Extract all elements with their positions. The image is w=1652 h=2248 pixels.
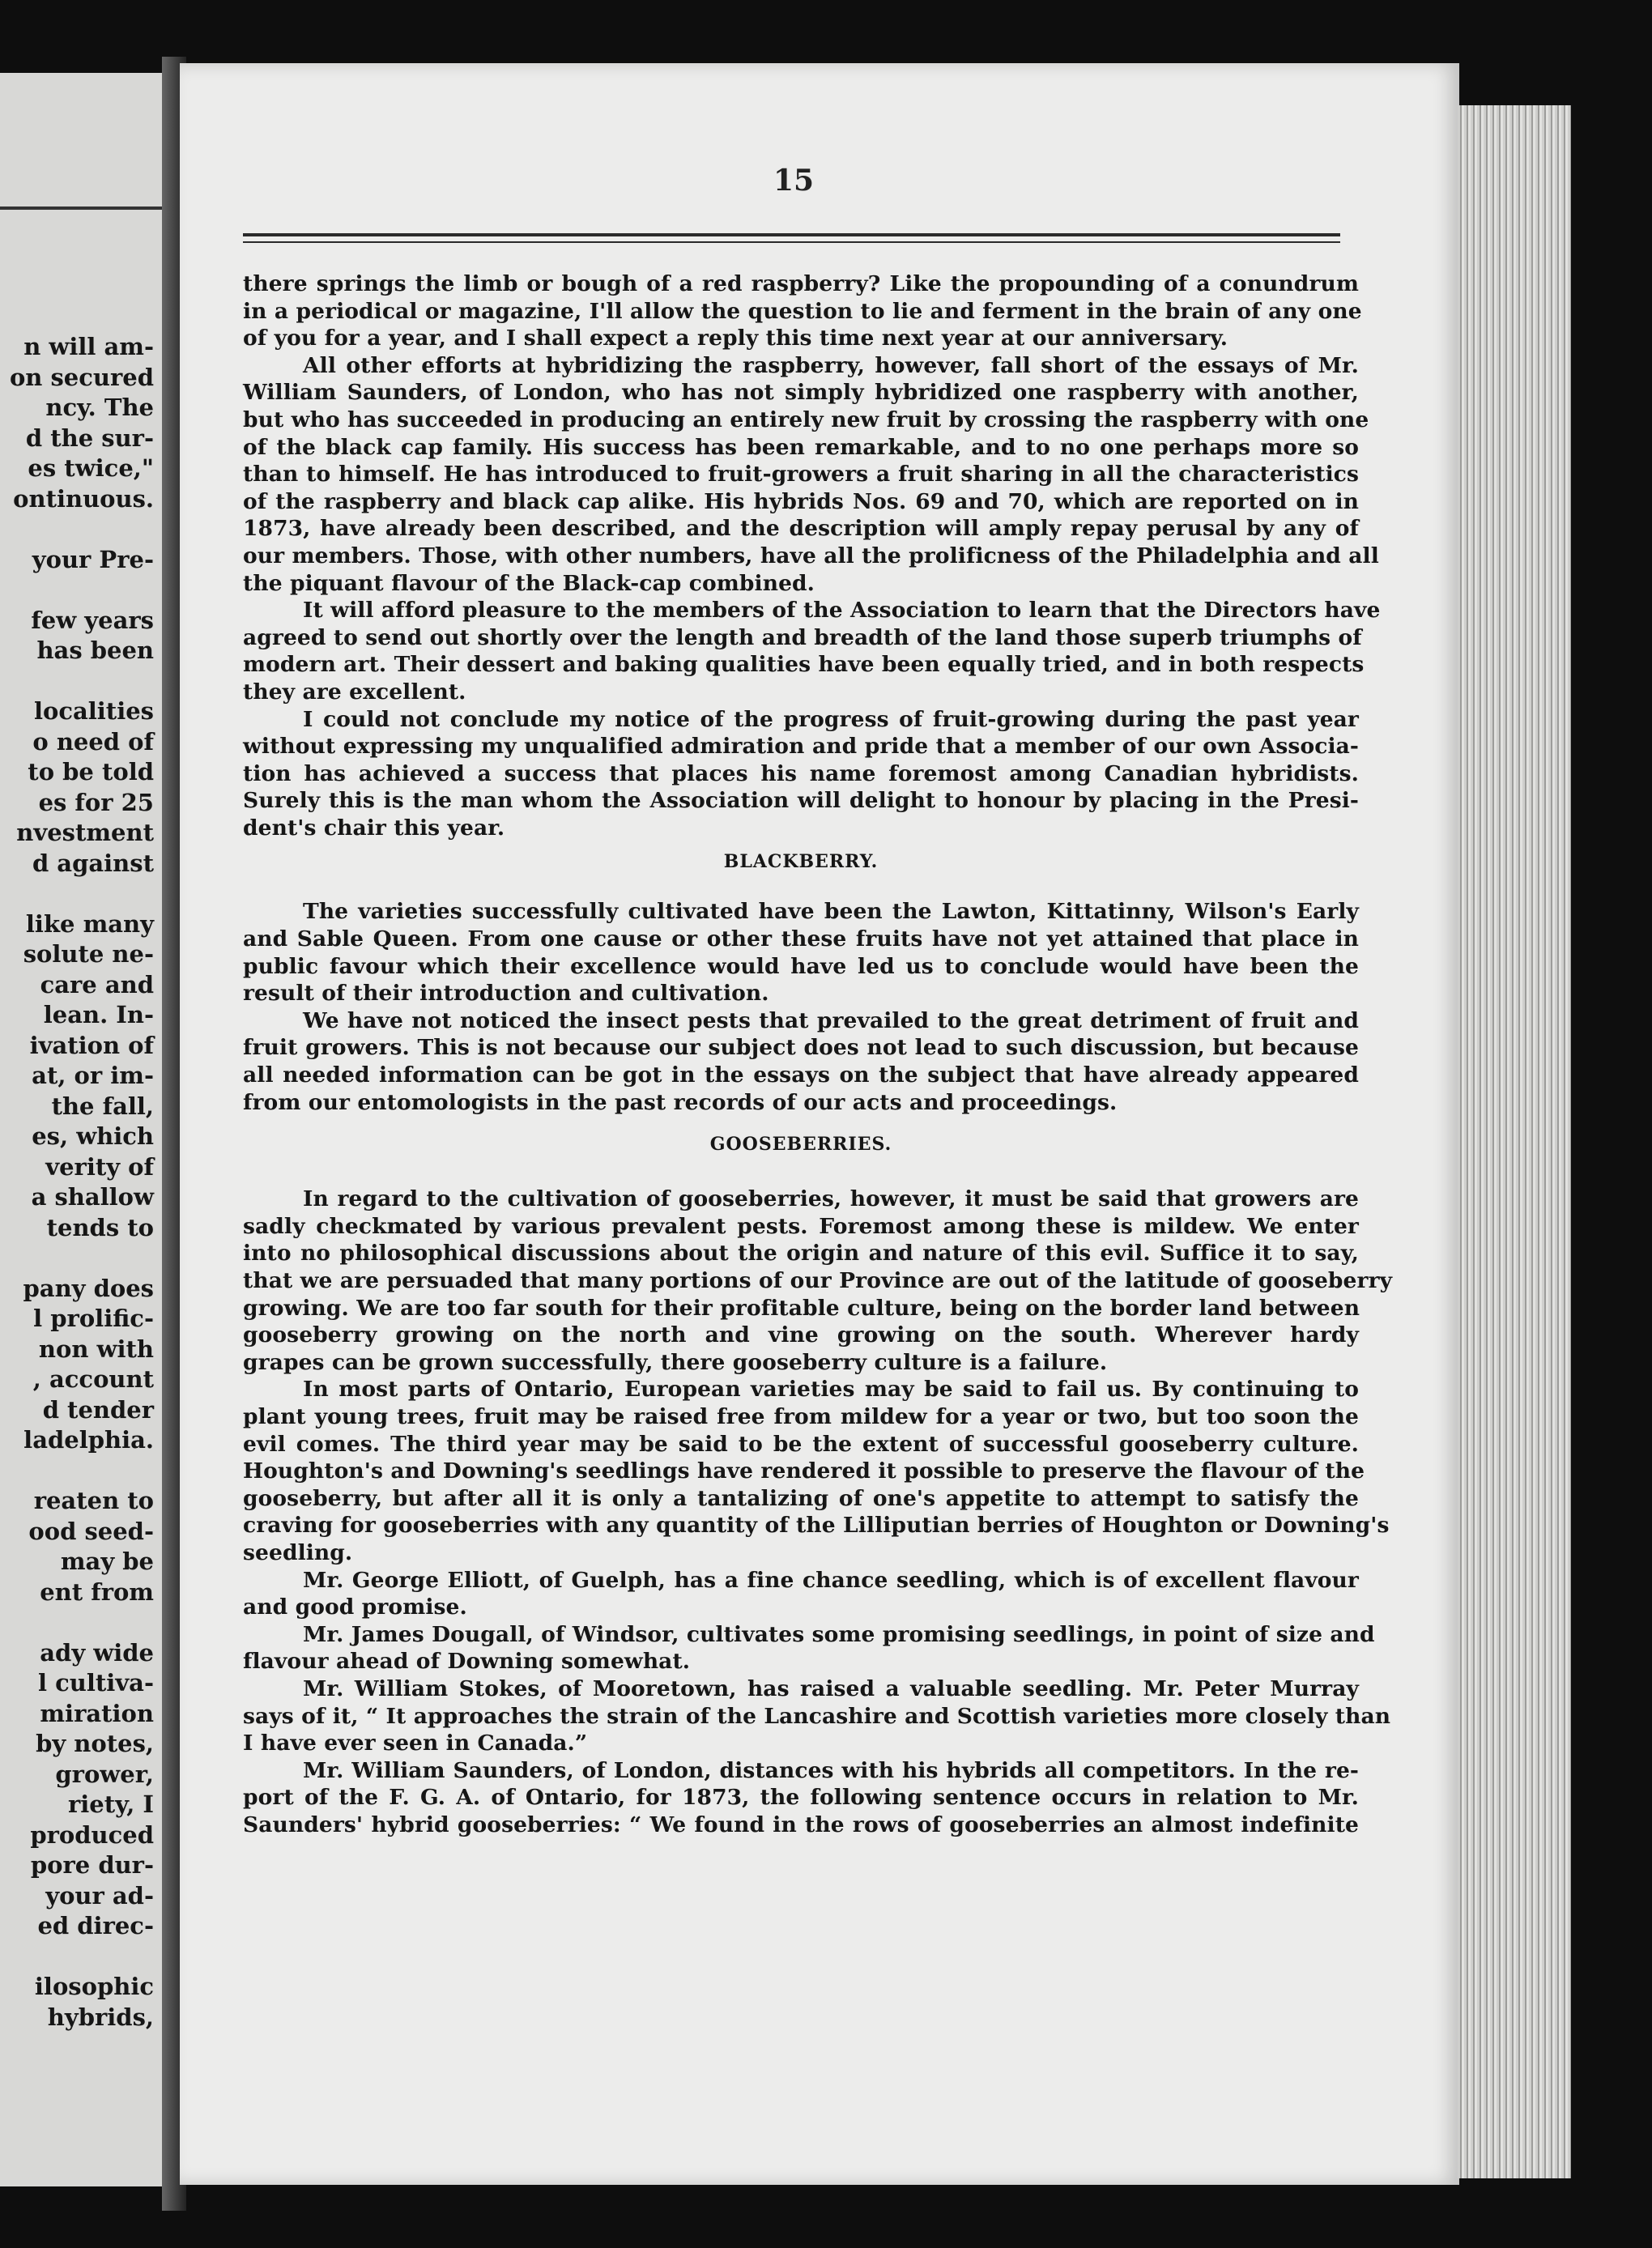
text-line: Houghton's and Downing's seedlings have rendered it possible to preserve the flavour of the (243, 1458, 1365, 1484)
text-line: growing. We are too far south for their profitable culture, being on the border land between (243, 1295, 1360, 1321)
left-facing-page (0, 73, 162, 2186)
paragraph (243, 1007, 1359, 1116)
text-line: In regard to the cultivation of gooseberries, however, it must be said that growers are (303, 1186, 1359, 1212)
text-line: plant young trees, fruit may be raised free from mildew for a year or two, but too soon the (243, 1403, 1359, 1429)
text-line: from our entomologists in the past records of our acts and proceedings. (243, 1089, 1118, 1115)
left-page-line: ivation of (29, 1031, 154, 1059)
left-page-line: tends to (46, 1213, 154, 1241)
text-line: and Sable Queen. From one cause or other these fruits have not yet attained that place in (243, 926, 1359, 952)
text-line: they are excellent. (243, 679, 466, 705)
left-page-line: few years (31, 606, 154, 634)
paragraph (243, 1757, 1359, 1839)
left-page-line: ilosophic (34, 1973, 154, 2000)
left-page-line: riety, I (68, 1790, 154, 1818)
left-page-line: d tender (42, 1395, 154, 1424)
page-edges (1458, 105, 1571, 2178)
edge-shadow (1571, 113, 1652, 2170)
paragraph (243, 1376, 1390, 1566)
text-line: public favour which their excellence would have led us to conclude would have been the (243, 953, 1359, 979)
left-page-text-fragments (0, 332, 154, 2033)
left-page-line: verity of (45, 1152, 154, 1181)
text-line: without expressing my unqualified admiration and pride that a member of our own Associa- (243, 734, 1359, 760)
left-page-line: grower, (55, 1760, 154, 1788)
left-page-line (0, 666, 154, 697)
paragraph (243, 597, 1381, 705)
text-line: there springs the limb or bough of a red raspberry? Like the propounding of a conundrum (243, 271, 1359, 296)
left-page-line: , account (32, 1365, 154, 1393)
section-heading-gooseberries: GOOSEBERRIES. (709, 1134, 892, 1156)
left-page-line: l prolific- (33, 1305, 154, 1332)
left-page-line: to be told (28, 758, 154, 786)
text-line: all needed information can be got in the essays on the subject that have already appeared (243, 1062, 1359, 1088)
left-page-line: lean. In- (43, 1001, 154, 1028)
left-page-line: reaten to (33, 1487, 154, 1514)
left-page-line: non with (38, 1335, 154, 1363)
left-page-line: ent from (40, 1577, 154, 1606)
text-line: port of the F. G. A. of Ontario, for 1873, the following sentence occurs in relation to Mr. (243, 1785, 1359, 1811)
left-page-line: ladelphia. (23, 1426, 154, 1454)
paragraph (243, 1621, 1375, 1675)
left-page-line: localities (33, 697, 154, 725)
left-page-line: o need of (32, 727, 154, 756)
left-page-line (0, 514, 154, 545)
text-line: of the raspberry and black cap alike. His hybrids Nos. 69 and 70, which are reported on in (243, 488, 1359, 514)
left-page-line: n will am- (23, 333, 154, 360)
left-page-line: es for 25 (38, 788, 154, 816)
text-line: William Saunders, of London, who has not simply hybridized one raspberry with another, (243, 380, 1359, 406)
text-line: All other efforts at hybridizing the raspberry, however, fall short of the essays of Mr. (303, 352, 1359, 378)
text-line: of you for a year, and I shall expect a reply this time next year at our anniversary. (243, 326, 1228, 351)
left-page-line: your ad- (45, 1881, 154, 1910)
left-page-line: produced (30, 1820, 154, 1849)
text-line: I have ever seen in Canada.” (243, 1731, 588, 1756)
text-line: gooseberry, but after all it is only a tantalizing of one's appetite to attempt to satisfy the (243, 1485, 1359, 1511)
paragraph (243, 270, 1362, 352)
left-page-line: your Pre- (32, 545, 154, 573)
text-line: says of it, “ It approaches the strain of the Lancashire and Scottish varieties more closely than (243, 1703, 1391, 1729)
left-page-line: d the sur- (25, 424, 154, 452)
left-page-line: has been (36, 637, 154, 664)
left-page-line: es, which (32, 1122, 154, 1150)
left-page-line (0, 1942, 154, 1973)
text-line: evil comes. The third year may be said to be the extent of successful gooseberry culture. (243, 1431, 1359, 1457)
text-line: seedling. (243, 1539, 353, 1565)
left-page-line: on secured (9, 363, 154, 391)
text-line: fruit growers. This is not because our subject does not lead to such discussion, but because (243, 1035, 1359, 1061)
text-line: that we are persuaded that many portions of our Province are out of the latitude of gooseberry (243, 1268, 1393, 1293)
text-line: It will afford pleasure to the members of the Association to learn that the Directors have (303, 598, 1381, 624)
text-line: Mr. James Dougall, of Windsor, cultivates some promising seedlings, in point of size and (303, 1621, 1375, 1647)
paragraph (243, 1567, 1359, 1621)
text-line: than to himself. He has introduced to fruit-growers a fruit sharing in all the characteristics (243, 462, 1359, 487)
text-line: flavour ahead of Downing somewhat. (243, 1649, 691, 1675)
left-page-line: nvestment (16, 819, 154, 846)
text-line: We have not noticed the insect pests that prevailed to the great detriment of fruit and (303, 1007, 1359, 1033)
left-page-line: solute ne- (23, 940, 154, 968)
left-page-line: d against (32, 849, 154, 877)
left-page-line: care and (40, 970, 154, 998)
text-line: grapes can be grown successfully, there gooseberry culture is a failure. (243, 1349, 1108, 1375)
text-line: into no philosophical discussions about the origin and nature of this evil. Suffice it to say, (243, 1241, 1359, 1267)
body-text (243, 270, 1393, 1838)
text-line: sadly checkmated by various prevalent pests. Foremost among these is mildew. We enter (243, 1213, 1359, 1239)
left-page-line: like many (25, 909, 154, 938)
left-page-line: ady wide (40, 1638, 154, 1667)
text-line: 1873, have already been described, and the description will amply repay perusal by any of (243, 516, 1359, 542)
text-line: Saunders' hybrid gooseberries: “ We found in the rows of gooseberries an almost indefinite (243, 1812, 1359, 1837)
left-page-line (0, 879, 154, 909)
left-page-line: a shallow (31, 1183, 154, 1211)
text-line: gooseberry growing on the north and vine growing on the south. Wherever hardy (243, 1322, 1359, 1348)
text-line: Mr. William Saunders, of London, distances with his hybrids all competitors. In the re- (303, 1757, 1359, 1783)
left-page-line: may be (60, 1548, 154, 1575)
paragraph (243, 1675, 1391, 1757)
text-line: Mr. George Elliott, of Guelph, has a fine chance seedling, which is of excellent flavour (303, 1567, 1359, 1593)
text-line: dent's chair this year. (243, 815, 505, 841)
text-line: but who has succeeded in producing an entirely new fruit by crossing the raspberry with one (243, 407, 1369, 432)
text-line: agreed to send out shortly over the length and breadth of the land those superb triumphs of (243, 624, 1362, 650)
left-page-line: ontinuous. (13, 484, 154, 513)
text-line: in a periodical or magazine, I'll allow the question to lie and ferment in the brain of any one (243, 298, 1362, 324)
left-page-line (0, 1243, 154, 1274)
text-line: craving for gooseberries with any quantity of the Lilliputian berries of Houghton or Downing's (243, 1513, 1390, 1539)
section-heading-blackberry: BLACKBERRY. (723, 851, 879, 873)
left-page-line: ncy. The (45, 394, 154, 421)
left-page-line (0, 575, 154, 606)
left-page-line: miration (40, 1699, 154, 1727)
paragraph (243, 1186, 1393, 1376)
text-line: tion has achieved a success that places his name foremost among Canadian hybridists. (243, 760, 1359, 786)
text-line: the piquant flavour of the Black-cap combined. (243, 570, 815, 596)
left-page-line (0, 1607, 154, 1638)
left-page-line: at, or im- (32, 1062, 154, 1089)
text-line: Surely this is the man whom the Association will delight to honour by placing in the Presi- (243, 788, 1359, 814)
text-line: modern art. Their dessert and baking qualities have been equally tried, and in both respects (243, 652, 1365, 678)
paragraph (243, 352, 1379, 597)
left-page-line: pany does (23, 1274, 154, 1302)
header-rule-thick (243, 233, 1340, 236)
text-line: our members. Those, with other numbers, have all the prolificness of the Philadelphia and all (243, 543, 1379, 568)
paragraph (243, 706, 1359, 842)
text-line: result of their introduction and cultivation. (243, 981, 769, 1007)
left-page-line: the fall, (51, 1092, 154, 1120)
left-page-line: es twice," (28, 454, 154, 482)
text-line: and good promise. (243, 1594, 467, 1620)
text-line: Mr. William Stokes, of Mooretown, has raised a valuable seedling. Mr. Peter Murray (303, 1675, 1359, 1701)
left-page-line: ed direc- (37, 1912, 154, 1939)
left-page-line (0, 1456, 154, 1487)
left-page-line: by notes, (36, 1730, 154, 1757)
left-page-line: ood seed- (28, 1517, 154, 1545)
text-line: In most parts of Ontario, European varieties may be said to fail us. By continuing to (303, 1377, 1359, 1403)
left-page-line: l cultiva- (38, 1669, 154, 1697)
page-number: 15 (773, 164, 815, 198)
text-line: I could not conclude my notice of the progress of fruit-growing during the past year (303, 706, 1359, 732)
header-rule-thin (243, 241, 1340, 243)
text-line: of the black cap family. His success has been remarkable, and to no one perhaps more so (243, 434, 1359, 460)
left-page-line: hybrids, (47, 2003, 154, 2031)
text-line: The varieties successfully cultivated have been the Lawton, Kittatinny, Wilson's Early (303, 899, 1359, 925)
left-page-line: pore dur- (30, 1851, 154, 1879)
paragraph (243, 898, 1359, 1007)
left-page-rule (0, 206, 162, 210)
